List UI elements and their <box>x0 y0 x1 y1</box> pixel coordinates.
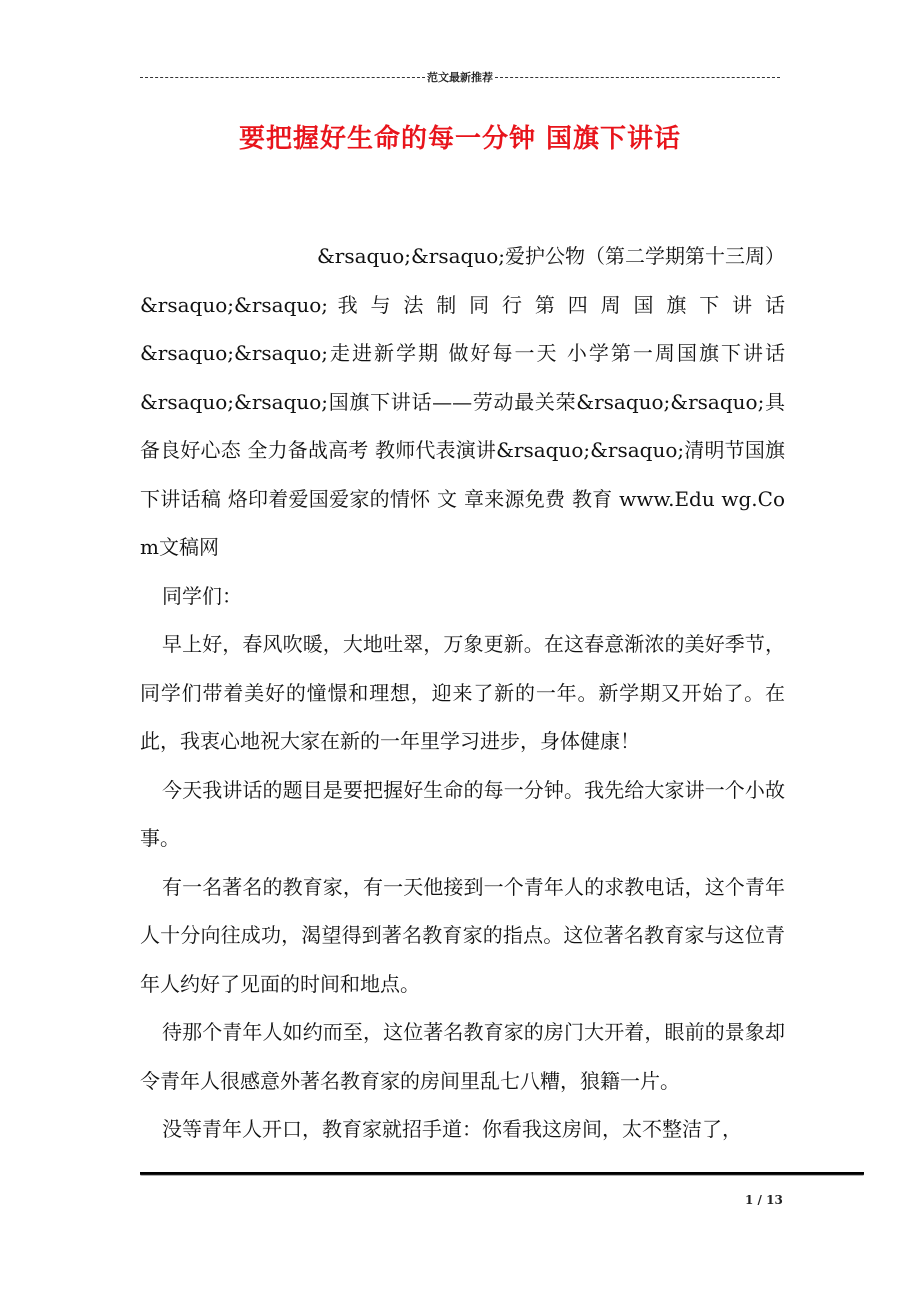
paragraph-story-dialogue: 没等青年人开口，教育家就招手道：你看我这房间，太不整洁了， <box>162 1117 742 1141</box>
header-banner <box>140 68 780 86</box>
document-title: 要把握好生命的每一分钟 国旗下讲话 <box>238 124 682 154</box>
paragraph-story-intro: 有一名著名的教育家，有一天他接到一个青年人的求教电话，这个青年人十分向往成功，渴望得到著名教育家的指点。这位著名教育家与这位青年人约好了见面的时间和地点。 <box>140 874 785 996</box>
page-number: 1 / 13 <box>745 1193 783 1207</box>
salutation: 同学们： <box>162 583 242 608</box>
header-banner-text: 范文最新推荐 <box>427 71 493 84</box>
related-articles <box>140 232 785 572</box>
related-lines-rest: &rsaquo;&rsaquo; 我 与 法 制 同 行 第 四 周 国 旗 下 讲 话 &rsaquo;&rsaquo;走进新学期 做好每一天 小学第一周国旗下讲话 &rsaquo;&rsaquo;国旗下讲话——劳动最关荣&rsaquo;&rsaquo;具备良好心态 全力备战高考 教师代表演讲&rsaquo;&rsaquo;清明节国旗下讲话稿 烙印着爱国爱家的情怀 文 章来源免费 教育 www.Edu wg.Co m文稿网 <box>140 292 785 559</box>
document-body <box>140 232 785 1154</box>
footer-divider <box>140 1172 864 1176</box>
header-dash-right <box>495 77 780 78</box>
paragraph-topic: 今天我讲话的题目是要把握好生命的每一分钟。我先给大家讲一个小故事。 <box>140 777 785 850</box>
paragraph-story-visit: 待那个青年人如约而至，这位著名教育家的房门大开着，眼前的景象却令青年人很感意外著名教育家的房间里乱七八糟，狼籍一片。 <box>140 1020 785 1093</box>
paragraph-greeting: 早上好，春风吹暖，大地吐翠，万象更新。在这春意渐浓的美好季节，同学们带着美好的憧憬和理想，迎来了新的一年。新学期又开始了。在此，我衷心地祝大家在新的一年里学习进步，身体健康！ <box>140 632 785 753</box>
header-dash-left <box>140 77 425 78</box>
related-line-1: &rsaquo;&rsaquo;爱护公物（第二学期第十三周） <box>316 244 785 268</box>
